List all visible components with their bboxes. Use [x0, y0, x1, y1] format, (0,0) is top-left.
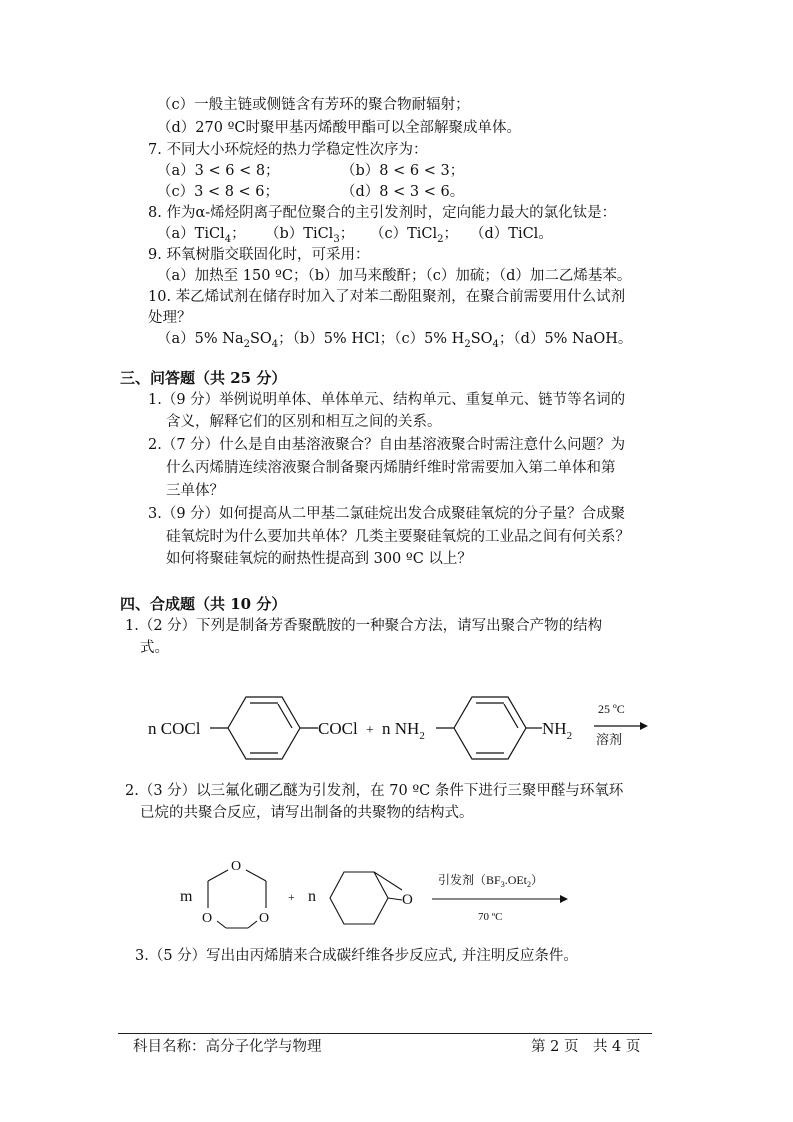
s4-q1-line1: 1.（2 分）下列是制备芳香聚酰胺的一种聚合方法，请写出聚合产物的结构 [125, 618, 603, 634]
q8-stem: 8. 作为α-烯烃阴离子配位聚合的主引发剂时，定向能力最大的氯化钛是： [148, 205, 617, 221]
reaction1-scheme [140, 680, 660, 770]
trioxane-o-right: O [259, 911, 270, 926]
reaction2-initiator: 引发剂$(BF_3.OEt_2)$ [438, 873, 544, 889]
q7-option-d: （d）8 < 3 < 6。 [341, 184, 465, 200]
q9-stem: 9. 环氧树脂交联固化时，可采用： [148, 247, 370, 263]
q8-option-d: （d）TiCl。 [470, 226, 553, 242]
trioxane-o-left: O [202, 911, 213, 926]
benzene-ring-2 [454, 697, 526, 759]
q7-option-a: （a）3 < 6 < 8； [157, 163, 280, 179]
s4-q2-line2: 已烷的共聚合反应，请写出制备的共聚物的结构式。 [140, 805, 474, 821]
s3-q2-line2: 什么丙烯腈连续溶液聚合制备聚丙烯腈纤维时常需要加入第二单体和第 [166, 460, 616, 476]
reaction1-arrowhead [640, 722, 648, 730]
s4-q1-line2: 式。 [140, 640, 169, 656]
q2-option-c: （c）一般主链或侧链含有芳环的聚合物耐辐射； [157, 97, 470, 113]
cyclohexene-oxide [330, 872, 402, 924]
s3-q2-line1: 2.（7 分）什么是自由基溶液聚合？自由基溶液聚合时需注意什么问题？为 [148, 437, 626, 453]
plus-sign-1: + [366, 723, 374, 738]
trioxane-ring [208, 870, 266, 928]
s4-q3: 3.（5 分）写出由丙烯腈来合成碳纤维各步反应式, 并注明反应条件。 [135, 948, 578, 964]
q10-stem-line1: 10. 苯乙烯试剂在储存时加入了对苯二酚阻聚剂，在聚合前需要用什么试剂 [148, 289, 626, 305]
s3-q3-line3: 如何将聚硅氧烷的耐热性提高到 300 ºC 以上？ [166, 551, 472, 567]
reactant2-nnh2: n $NH_2$ [382, 719, 425, 742]
section4-title: 四、合成题（共 10 分） [120, 595, 287, 613]
reaction1-solvent: 溶剂 [596, 732, 623, 747]
q7-option-c: （c）3 < 8 < 6； [157, 184, 280, 200]
q2-option-d: （d）270 ºC时聚甲基丙烯酸甲酯可以全部解聚成单体。 [157, 120, 521, 136]
epoxide-o: O [402, 892, 413, 908]
q9-options: （a）加热至 150 ºC；（b）加马来酸酐；（c）加硫；（d）加二乙烯基苯。 [157, 268, 632, 284]
footer-subject: 科目名称：高分子化学与物理 [133, 1039, 322, 1055]
trioxane-o-top: O [231, 859, 242, 874]
q8-option-a: （a）TiCl$_4$； [157, 226, 246, 245]
plus-sign-2: + [288, 890, 295, 904]
reactant1-ncocl: n COCl [148, 719, 201, 738]
s3-q1-line1: 1.（9 分）举例说明单体、单体单元、结构单元、重复单元、链节等名词的 [148, 392, 626, 408]
q8-option-c: （c）TiCl$_2$； [370, 226, 459, 245]
s3-q2-line3: 三单体？ [166, 483, 224, 499]
q7-stem: 7. 不同大小环烷烃的热力学稳定性次序为： [148, 142, 428, 158]
s4-q2-line1: 2.（3 分）以三氟化硼乙醚为引发剂，在 70 ºC 条件下进行三聚甲醛与环氧环 [125, 783, 624, 799]
s3-q3-line1: 3.（9 分）如何提高从二甲基二氯硅烷出发合成聚硅氧烷的分子量？合成聚 [148, 506, 626, 522]
q10-options: （a）5% $Na_2SO_4$；（b）5% HCl；（c）5% $H_2SO_4$；（d）5% NaOH。 [157, 331, 633, 350]
coefficient-n: n [308, 888, 316, 905]
reactant1-cocl: COCl [318, 719, 358, 738]
reaction2-temperature: 70 ºC [478, 911, 503, 923]
reaction2-arrowhead [560, 895, 568, 903]
q10-stem-line2: 处理？ [148, 310, 192, 326]
reactant2-nh2: $NH_2$ [542, 719, 573, 742]
benzene-ring-1 [228, 697, 300, 759]
q8-option-b: （b）TiCl$_3$； [265, 226, 355, 245]
footer-rule [118, 1033, 652, 1034]
coefficient-m: m [180, 888, 193, 905]
s3-q1-line2: 含义，解释它们的区别和相互之间的关系。 [166, 414, 442, 430]
q7-option-b: （b）8 < 6 < 3； [341, 163, 465, 179]
reaction1-temperature: 25 ºC [598, 702, 625, 716]
footer-page-number: 第 2 页 共 4 页 [531, 1039, 641, 1055]
s3-q3-line2: 硅氧烷时为什么要加共单体？几类主要聚硅氧烷的工业品之间有何关系？ [166, 529, 630, 545]
section3-title: 三、问答题（共 25 分） [120, 369, 287, 387]
reaction2-scheme [170, 848, 590, 938]
